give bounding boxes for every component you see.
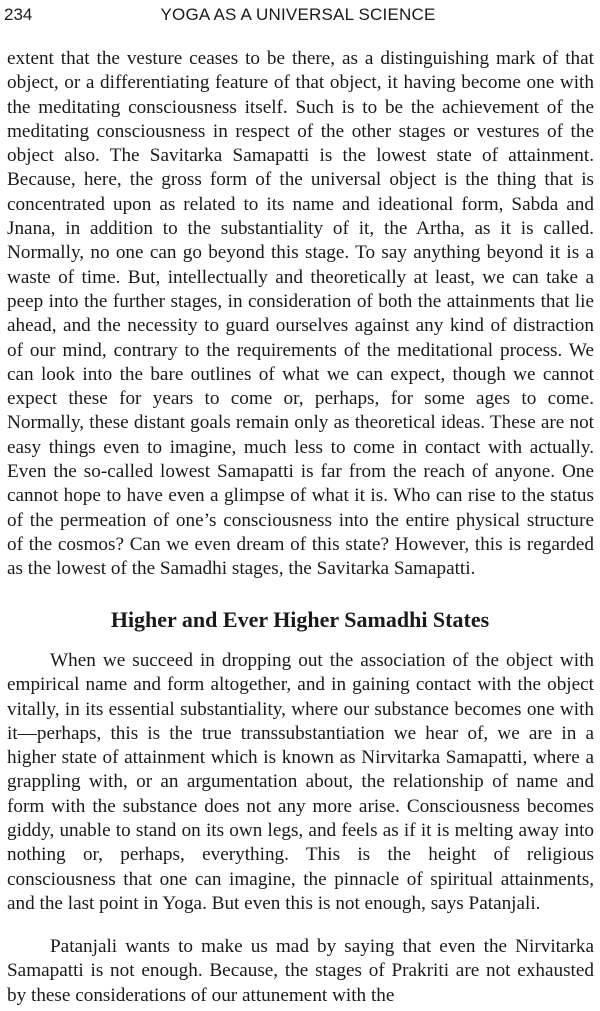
paragraph: extent that the vesture ceases to be there, as a distinguishing mark of that object, or a differentiating feature of that object, it having become one with the meditating consciousness itself. Such is to be the achievement of the meditating consciousness in respect of the other stages or vestures of the object also. The Savitarka Samapatti is the lowest state of attainment. Because, here, the gross form of the universal object is the thing that is concentrated upon as related to its name and ideational form, Sabda and Jnana, in addition to the substantiality of it, the Artha, as it is called. Normally, no one can go beyond this stage. To say anything beyond it is a waste of time. But, intellectually and theoretically at least, we can take a peep into the further stages, in consideration of both the attainments that lie ahead, and the necessity to guard ourselves against any kind of distraction of our mind, contrary to the requirements of the meditational process. We can look into the bare outlines of what we can expect, though we cannot expect these for years to come or, perhaps, for some ages to come. Normally, these distant goals remain only as theoretical ideas. These are not easy things even to imagine, much less to come in contact with actually. Even the so-called lowest Samapatti is far from the reach of anyone. One cannot hope to have even a glimpse of what it is. Who can rise to the status of the permeation of one’s consciousness into the entire physical structure of the cosmos? Can we even dream of this state? However, this is regarded as the lowest of the Samadhi stages, the Savitarka Samapatti.: [7, 48, 594, 580]
book-title: YOGA AS A UNIVERSAL SCIENCE: [160, 5, 436, 24]
paragraph: When we succeed in dropping out the association of the object with empirical name and form altogether, and in gaining contact with the object vitally, in its essential substantiality, where our substance becomes one with it—perhaps, this is the true transsubstantiation we hear of, we are in a higher state of attainment which is known as Nirvitarka Samapatti, where a grappling with, or an argumentation about, the relationship of name and form with the substance does not any more arise. Consciousness becomes giddy, unable to stand on its own legs, and feels as if it is melting away into nothing or, perhaps, everything. This is the height of religious consciousness that one can imagine, the pinnacle of spiritual attainments, and the last point in Yoga. But even this is not enough, says Patanjali.: [7, 650, 594, 914]
page-number: 234: [4, 5, 33, 24]
section-heading: Higher and Ever Higher Samadhi States: [110, 607, 490, 632]
paragraph: Patanjali wants to make us mad by saying that even the Nirvitarka Samapatti is not enough. Because, the stages of Prakriti are not exhausted by these considerations of our attunement with the: [7, 936, 594, 1006]
running-head: [4, 3, 592, 27]
